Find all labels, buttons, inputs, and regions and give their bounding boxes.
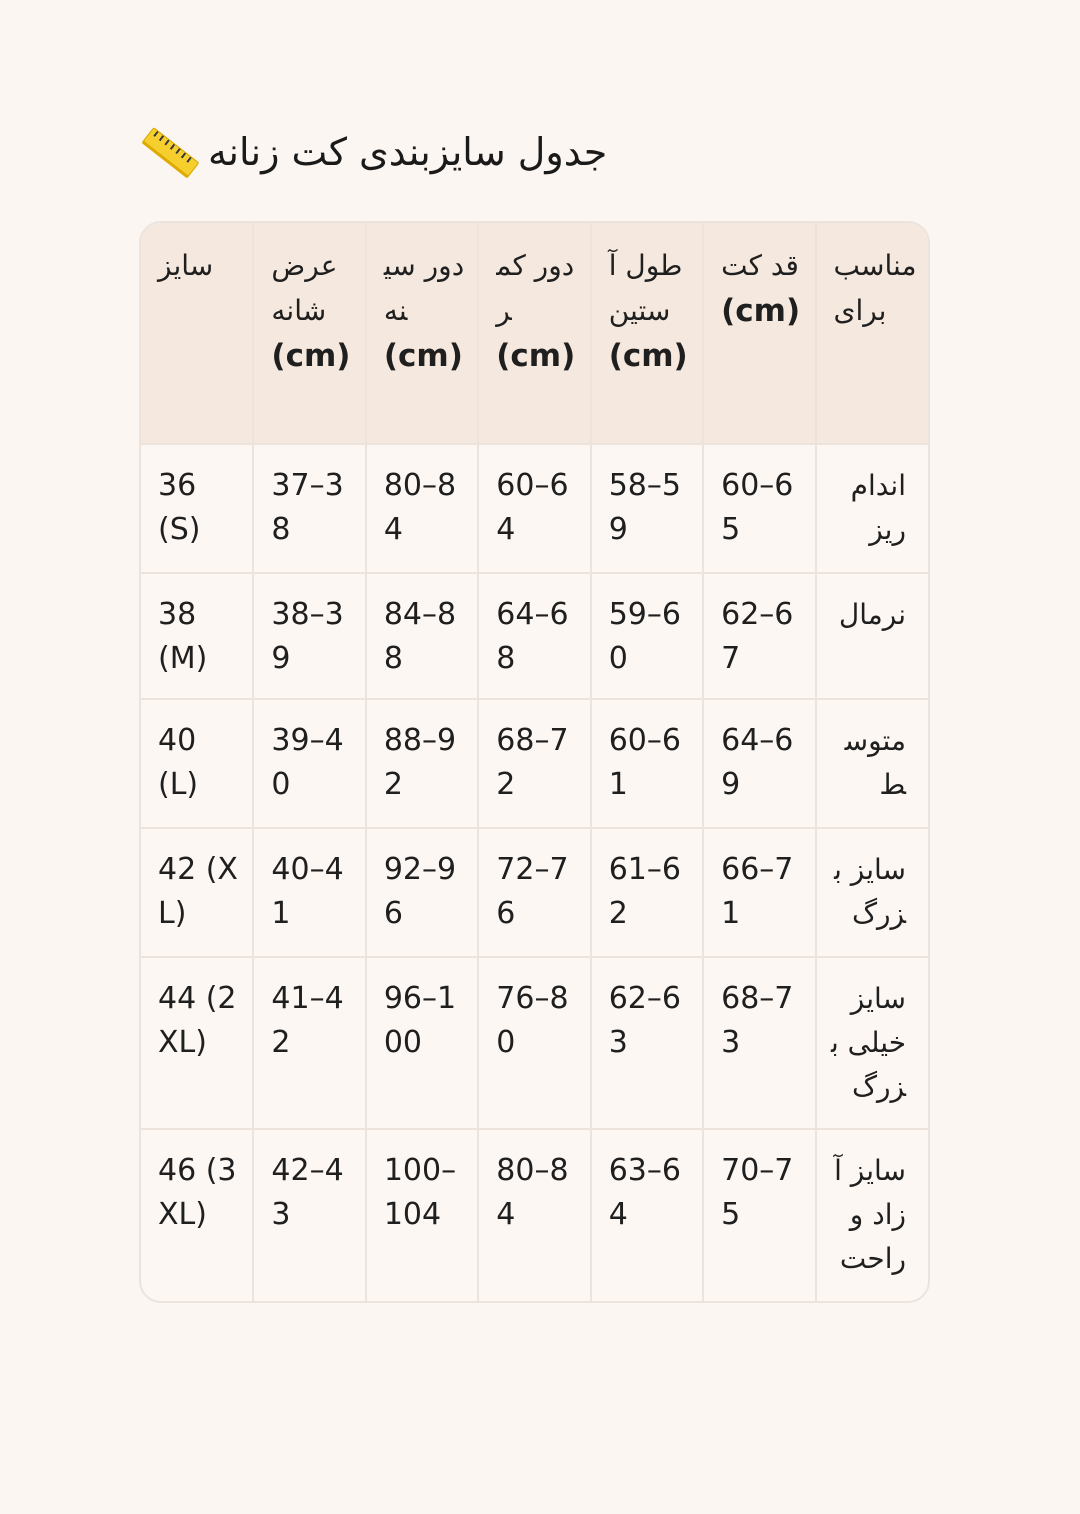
cell-sleeve: 63–64 [591,1129,703,1301]
cell-chest: 100–104 [366,1129,478,1301]
header-label: طول آستین [608,249,683,327]
cell-fit: نرمال [816,573,928,699]
cell-waist: 76–80 [478,957,590,1129]
page-title-text: جدول سایزبندی کت زنانه [208,130,608,174]
cell-size: 42 (XL) [141,828,253,957]
cell-shoulder: 38–39 [253,573,365,699]
header-unit: (cm) [271,338,351,374]
table-row [141,573,928,699]
cell-length: 60–65 [703,444,815,573]
cell-chest: 96–100 [366,957,478,1129]
cell-shoulder: 40–41 [253,828,365,957]
cell-length: 62–67 [703,573,815,699]
cell-waist: 68–72 [478,699,590,828]
page-title [140,122,607,182]
cell-fit: سایز آزاد و راحت [834,1154,906,1275]
header-unit: (cm) [383,338,463,374]
cell-size: 46 (3XL) [141,1129,253,1301]
cell-chest: 80–84 [366,444,478,573]
header-label: سایز [158,249,214,282]
cell-chest: 92–96 [366,828,478,957]
header-chest [366,223,478,444]
header-fit [816,223,928,444]
cell-fit: اندام ریز [816,444,928,573]
cell-size: 44 (2XL) [141,957,253,1129]
table-row [141,957,928,1129]
header-size [141,223,253,444]
cell-fit: سایز خیلی بزرگ [816,957,928,1129]
cell-waist: 72–76 [478,828,590,957]
header-length [703,223,815,444]
cell-sleeve: 58–59 [591,444,703,573]
table-row [141,828,928,957]
size-table-card [139,221,930,1303]
cell-length: 64–69 [703,699,815,828]
cell-chest: 84–88 [366,573,478,699]
table-header-row [141,223,928,444]
header-unit: (cm) [721,293,801,329]
size-table [141,223,928,1301]
cell-sleeve: 61–62 [591,828,703,957]
header-label: مناسب برای [833,249,917,327]
cell-size: 38 (M) [141,573,253,699]
header-waist [478,223,590,444]
cell-shoulder: 39–40 [253,699,365,828]
header-shoulder [253,223,365,444]
table-row [141,699,928,828]
cell-waist: 64–68 [478,573,590,699]
header-unit: (cm) [608,338,688,374]
cell-sleeve: 59–60 [591,573,703,699]
cell-size: 36 (S) [141,444,253,573]
cell-length: 70–75 [703,1129,815,1301]
header-label: دور سینه [383,249,465,327]
cell-sleeve: 62–63 [591,957,703,1129]
cell-fit: سایز بزرگ [816,828,928,957]
cell-waist: 60–64 [478,444,590,573]
header-sleeve [591,223,703,444]
cell-chest: 88–92 [366,699,478,828]
cell-shoulder: 37–38 [253,444,365,573]
cell-waist: 80–84 [478,1129,590,1301]
header-unit: (cm) [496,338,576,374]
cell-length: 66–71 [703,828,815,957]
cell-size: 40 (L) [141,699,253,828]
table-row [141,444,928,573]
ruler-icon [140,125,194,179]
cell-length: 68–73 [703,957,815,1129]
cell-fit: متوسط [816,699,928,828]
cell-shoulder: 42–43 [253,1129,365,1301]
header-label: عرض شانه [271,249,338,327]
cell-sleeve: 60–61 [591,699,703,828]
table-row [141,1129,928,1301]
header-label: قد کت [721,249,799,282]
cell-shoulder: 41–42 [253,957,365,1129]
header-label: دور کمر [496,249,575,327]
